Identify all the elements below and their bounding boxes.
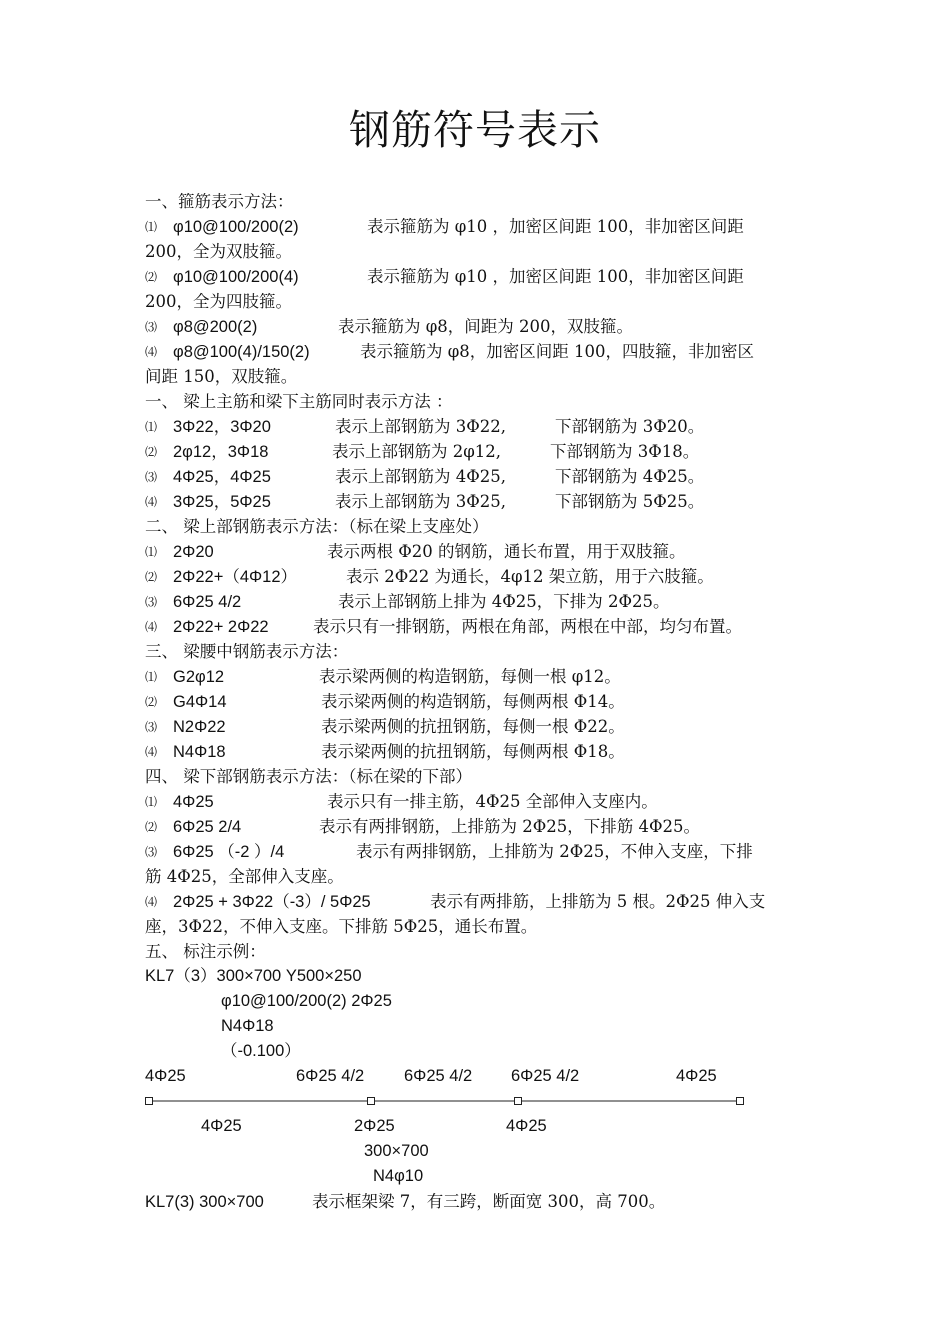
- list-item-continuation: 筋 4Φ25，全部伸入支座。: [145, 867, 344, 886]
- list-item-continuation: 间距 150，双肢箍。: [145, 367, 298, 386]
- support-node: [146, 1098, 153, 1105]
- beam-span-diagram: [145, 1089, 750, 1114]
- list-item: ⑷ φ8@100(4)/150(2) 表示箍筋为 φ8，加密区间距 100，四肢箍，非加密区: [145, 342, 755, 361]
- support-node: [737, 1098, 744, 1105]
- document-body: [145, 189, 815, 1214]
- list-item: ⑴ φ10@100/200(2) 表示箍筋为 φ10 ，加密区间距 100，非加密区间距: [145, 217, 744, 236]
- bottom-bar-label: 2Φ25: [354, 1117, 395, 1135]
- list-item: ⑶ N2Φ22 表示梁两侧的抗扭钢筋，每侧一根 Φ22。: [145, 717, 625, 736]
- section-heading-stirrup: 一、箍筋表示方法：: [145, 192, 294, 211]
- list-item: ⑶ 6Φ25 4/2 表示上部钢筋上排为 4Φ25，下排为 2Φ25。: [145, 592, 670, 611]
- list-item: ⑴ 3Φ22，3Φ20 表示上部钢筋为 3Φ22, 下部钢筋为 3Φ20。: [145, 417, 705, 436]
- list-item: ⑵ G4Φ14 表示梁两侧的构造钢筋，每侧两根 Φ14。: [145, 692, 625, 711]
- list-item: ⑷ 2Φ22+ 2Φ22 表示只有一排钢筋，两根在角部，两根在中部，均匀布置。: [145, 617, 742, 636]
- list-item: ⑶ 6Φ25 （-2 ）/4 表示有两排钢筋，上排筋为 2Φ25，不伸入支座，下排: [145, 842, 753, 861]
- top-bar-label: 6Φ25 4/2: [296, 1067, 365, 1085]
- beam-label: KL7（3）300×700 Y500×250: [145, 967, 362, 985]
- list-item-continuation: 座，3Φ22，不伸入支座。下排筋 5Φ25，通长布置。: [145, 917, 538, 936]
- list-item: ⑶ φ8@200(2) 表示箍筋为 φ8，间距为 200，双肢箍。: [145, 317, 634, 336]
- section-heading-main-bars: 一、 梁上主筋和梁下主筋同时表示方法 ：: [145, 392, 453, 411]
- support-node: [515, 1098, 522, 1105]
- span-section: 300×700: [364, 1142, 429, 1160]
- list-item: ⑴ 2Φ20 表示两根 Φ20 的钢筋，通长布置，用于双肢箍。: [145, 542, 686, 561]
- section-heading-example: 五、 标注示例：: [145, 942, 266, 961]
- top-bar-label: 4Φ25: [676, 1067, 717, 1085]
- list-item: ⑷ 3Φ25，5Φ25 表示上部钢筋为 3Φ25, 下部钢筋为 5Φ25。: [145, 492, 705, 511]
- bottom-bar-label: 4Φ25: [506, 1117, 547, 1135]
- page-title: 钢筋符号表示: [349, 106, 601, 154]
- section-heading-waist-bars: 三、 梁腰中钢筋表示方法：: [145, 642, 349, 661]
- top-bar-label: 6Φ25 4/2: [511, 1067, 580, 1085]
- beam-elevation: （-0.100）: [221, 1042, 301, 1060]
- list-item: ⑷ 2Φ25 + 3Φ22（-3）/ 5Φ25 表示有两排筋，上排筋为 5 根。2Φ25 伸入支: [145, 892, 766, 911]
- top-bar-label: 6Φ25 4/2: [404, 1067, 473, 1085]
- beam-bottom-bars-row: [145, 1114, 815, 1139]
- beam-top-bars-row: [145, 1064, 815, 1089]
- list-item: ⑶ 4Φ25，4Φ25 表示上部钢筋为 4Φ25, 下部钢筋为 4Φ25。: [145, 467, 705, 486]
- section-heading-bottom-bars: 四、 梁下部钢筋表示方法：（标在梁的下部）: [145, 767, 472, 786]
- summary-line: KL7(3) 300×700 表示框架梁 7，有三跨，断面宽 300，高 700。: [145, 1192, 666, 1211]
- span-waist: N4φ10: [373, 1167, 424, 1185]
- list-item-continuation: 200，全为双肢箍。: [145, 242, 292, 261]
- beam-stirrup: φ10@100/200(2) 2Φ25: [221, 992, 392, 1010]
- list-item: ⑵ 2φ12，3Φ18 表示上部钢筋为 2φ12, 下部钢筋为 3Φ18。: [145, 442, 700, 461]
- list-item: ⑵ 6Φ25 2/4 表示有两排钢筋，上排筋为 2Φ25，下排筋 4Φ25。: [145, 817, 701, 836]
- list-item: ⑴ G2φ12 表示梁两侧的构造钢筋，每侧一根 φ12。: [145, 667, 621, 686]
- section-heading-top-bars: 二、 梁上部钢筋表示方法：（标在梁上支座处）: [145, 517, 489, 536]
- list-item: ⑷ N4Φ18 表示梁两侧的抗扭钢筋，每侧两根 Φ18。: [145, 742, 625, 761]
- top-bar-label: 4Φ25: [145, 1067, 186, 1085]
- list-item: ⑵ 2Φ22+（4Φ12） 表示 2Φ22 为通长，4φ12 架立筋，用于六肢箍。: [145, 567, 714, 586]
- support-node: [368, 1098, 375, 1105]
- list-item-continuation: 200，全为四肢箍。: [145, 292, 292, 311]
- beam-waist: N4Φ18: [221, 1017, 274, 1035]
- list-item: ⑴ 4Φ25 表示只有一排主筋，4Φ25 全部伸入支座内。: [145, 792, 658, 811]
- list-item: ⑵ φ10@100/200(4) 表示箍筋为 φ10 ，加密区间距 100，非加密区间距: [145, 267, 744, 286]
- bottom-bar-label: 4Φ25: [201, 1117, 242, 1135]
- beam-line: [145, 1089, 815, 1114]
